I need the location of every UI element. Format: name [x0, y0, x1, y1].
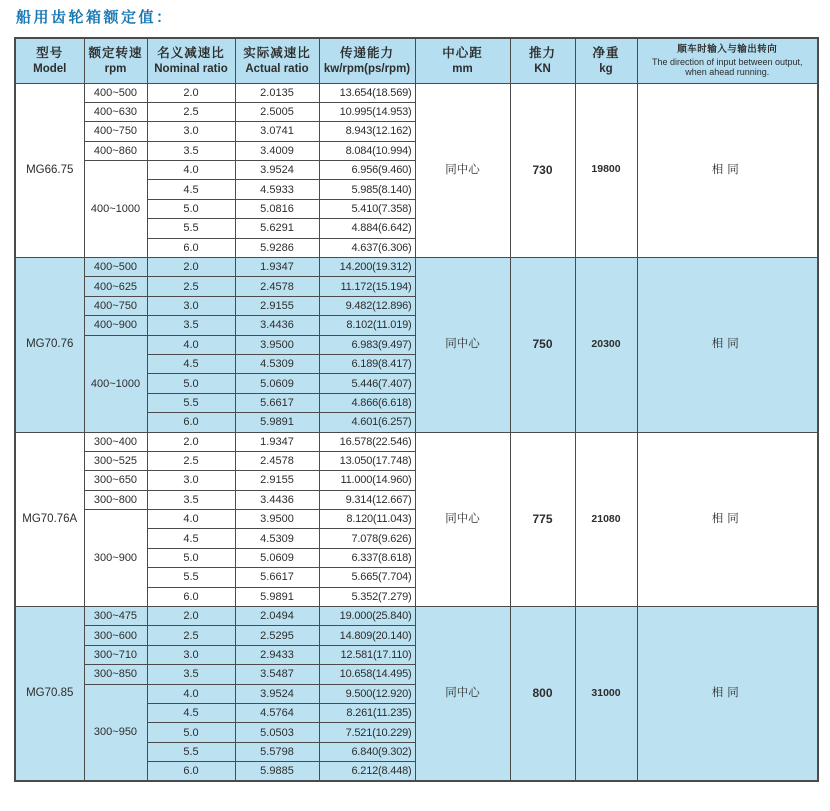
nominal-ratio-cell: 3.0: [147, 471, 235, 490]
capacity-cell: 6.189(8.417): [319, 354, 415, 373]
col-header-center-distance: [415, 38, 510, 83]
nominal-ratio-cell: 6.0: [147, 413, 235, 432]
col-header-capacity: [319, 38, 415, 83]
capacity-cell: 9.314(12.667): [319, 490, 415, 509]
actual-ratio-cell: 5.0503: [235, 723, 319, 742]
col-header-net-weight-zh: 净重: [592, 46, 620, 61]
capacity-cell: 9.500(12.920): [319, 684, 415, 703]
nominal-ratio-cell: 5.5: [147, 219, 235, 238]
rated-speed-cell: 300~650: [84, 471, 147, 490]
rated-speed-cell: 400~625: [84, 277, 147, 296]
model-cell: MG66.75: [15, 83, 84, 258]
rated-speed-cell: 400~860: [84, 141, 147, 160]
center-distance-cell: 同中心: [415, 432, 510, 607]
capacity-cell: 6.337(8.618): [319, 548, 415, 567]
col-header-capacity-zh: 传递能力: [339, 46, 394, 61]
nominal-ratio-cell: 4.0: [147, 510, 235, 529]
table-row: [15, 83, 818, 102]
actual-ratio-cell: 4.5309: [235, 354, 319, 373]
col-header-rated-speed-zh: 额定转速: [88, 46, 143, 61]
col-header-model-en: Model: [33, 63, 67, 75]
col-header-actual-ratio: [235, 38, 319, 83]
capacity-cell: 11.000(14.960): [319, 471, 415, 490]
col-header-thrust-en: KN: [534, 63, 551, 75]
col-header-center-distance-en: mm: [452, 63, 473, 75]
col-header-nominal-ratio-zh: 名义减速比: [157, 46, 225, 61]
rated-speed-merged-cell: 400~1000: [84, 161, 147, 258]
actual-ratio-cell: 2.9155: [235, 471, 319, 490]
rated-speed-cell: 300~400: [84, 432, 147, 451]
capacity-cell: 6.956(9.460): [319, 161, 415, 180]
capacity-cell: 11.172(15.194): [319, 277, 415, 296]
rated-speed-merged-cell: 300~950: [84, 684, 147, 781]
actual-ratio-cell: 2.5295: [235, 626, 319, 645]
model-cell: MG70.85: [15, 607, 84, 782]
nominal-ratio-cell: 3.0: [147, 296, 235, 315]
capacity-cell: 16.578(22.546): [319, 432, 415, 451]
col-header-actual-ratio-en: Actual ratio: [245, 63, 309, 75]
col-header-net-weight: [575, 38, 637, 83]
nominal-ratio-cell: 4.5: [147, 180, 235, 199]
actual-ratio-cell: 2.9155: [235, 296, 319, 315]
capacity-cell: 14.809(20.140): [319, 626, 415, 645]
nominal-ratio-cell: 4.5: [147, 354, 235, 373]
col-header-direction-zh: 顺车时输入与输出转向: [677, 44, 778, 55]
capacity-cell: 6.212(8.448): [319, 762, 415, 781]
nominal-ratio-cell: 6.0: [147, 762, 235, 781]
actual-ratio-cell: 5.0816: [235, 199, 319, 218]
nominal-ratio-cell: 5.0: [147, 548, 235, 567]
actual-ratio-cell: 5.6617: [235, 393, 319, 412]
nominal-ratio-cell: 3.0: [147, 122, 235, 141]
capacity-cell: 6.840(9.302): [319, 742, 415, 761]
nominal-ratio-cell: 4.5: [147, 704, 235, 723]
col-header-actual-ratio-zh: 实际减速比: [243, 46, 311, 61]
center-distance-cell: 同中心: [415, 258, 510, 433]
col-header-thrust-zh: 推力: [528, 46, 556, 61]
capacity-cell: 5.410(7.358): [319, 199, 415, 218]
capacity-cell: 7.521(10.229): [319, 723, 415, 742]
rated-speed-cell: 400~750: [84, 296, 147, 315]
col-header-nominal-ratio: [147, 38, 235, 83]
page-title: 船用齿轮箱额定值：: [16, 9, 174, 26]
rated-speed-cell: 300~600: [84, 626, 147, 645]
net-weight-cell: 21080: [575, 432, 637, 607]
actual-ratio-cell: 5.6617: [235, 568, 319, 587]
actual-ratio-cell: 4.5309: [235, 529, 319, 548]
capacity-cell: 4.866(6.618): [319, 393, 415, 412]
capacity-cell: 8.084(10.994): [319, 141, 415, 160]
actual-ratio-cell: 2.0494: [235, 607, 319, 626]
nominal-ratio-cell: 3.5: [147, 665, 235, 684]
actual-ratio-cell: 1.9347: [235, 258, 319, 277]
col-header-net-weight-en: kg: [599, 63, 613, 75]
direction-cell: 相同: [637, 258, 818, 433]
actual-ratio-cell: 5.9286: [235, 238, 319, 257]
table-row: [15, 432, 818, 451]
actual-ratio-cell: 4.5764: [235, 704, 319, 723]
actual-ratio-cell: 2.4578: [235, 277, 319, 296]
actual-ratio-cell: 1.9347: [235, 432, 319, 451]
actual-ratio-cell: 3.9524: [235, 161, 319, 180]
capacity-cell: 4.637(6.306): [319, 238, 415, 257]
nominal-ratio-cell: 5.5: [147, 568, 235, 587]
nominal-ratio-cell: 2.5: [147, 277, 235, 296]
net-weight-cell: 20300: [575, 258, 637, 433]
actual-ratio-cell: 3.9524: [235, 684, 319, 703]
nominal-ratio-cell: 4.0: [147, 161, 235, 180]
nominal-ratio-cell: 2.5: [147, 102, 235, 121]
nominal-ratio-cell: 4.0: [147, 335, 235, 354]
capacity-cell: 8.943(12.162): [319, 122, 415, 141]
actual-ratio-cell: 3.9500: [235, 335, 319, 354]
col-header-rated-speed: [84, 38, 147, 83]
table-row: [15, 258, 818, 277]
rated-speed-cell: 300~850: [84, 665, 147, 684]
capacity-cell: 10.995(14.953): [319, 102, 415, 121]
rated-speed-cell: 400~500: [84, 83, 147, 102]
actual-ratio-cell: 5.9891: [235, 413, 319, 432]
capacity-cell: 8.102(11.019): [319, 316, 415, 335]
table-row: [15, 607, 818, 626]
nominal-ratio-cell: 6.0: [147, 587, 235, 606]
nominal-ratio-cell: 2.0: [147, 607, 235, 626]
nominal-ratio-cell: 3.0: [147, 645, 235, 664]
nominal-ratio-cell: 2.5: [147, 451, 235, 470]
rated-speed-cell: 400~750: [84, 122, 147, 141]
rated-speed-cell: 300~475: [84, 607, 147, 626]
rated-speed-cell: 400~630: [84, 102, 147, 121]
nominal-ratio-cell: 5.5: [147, 393, 235, 412]
actual-ratio-cell: 5.0609: [235, 374, 319, 393]
actual-ratio-cell: 5.9885: [235, 762, 319, 781]
actual-ratio-cell: 2.0135: [235, 83, 319, 102]
nominal-ratio-cell: 3.5: [147, 490, 235, 509]
net-weight-cell: 31000: [575, 607, 637, 782]
rated-speed-cell: 400~900: [84, 316, 147, 335]
thrust-cell: 775: [510, 432, 575, 607]
actual-ratio-cell: 2.9433: [235, 645, 319, 664]
capacity-cell: 8.120(11.043): [319, 510, 415, 529]
nominal-ratio-cell: 5.0: [147, 723, 235, 742]
nominal-ratio-cell: 5.0: [147, 199, 235, 218]
capacity-cell: 5.352(7.279): [319, 587, 415, 606]
capacity-cell: 7.078(9.626): [319, 529, 415, 548]
capacity-cell: 9.482(12.896): [319, 296, 415, 315]
nominal-ratio-cell: 3.5: [147, 316, 235, 335]
table-body: [15, 83, 818, 781]
rated-speed-cell: 300~525: [84, 451, 147, 470]
nominal-ratio-cell: 2.0: [147, 258, 235, 277]
nominal-ratio-cell: 2.5: [147, 626, 235, 645]
net-weight-cell: 19800: [575, 83, 637, 258]
capacity-cell: 13.654(18.569): [319, 83, 415, 102]
table-header: [15, 38, 818, 83]
center-distance-cell: 同中心: [415, 607, 510, 782]
nominal-ratio-cell: 2.0: [147, 83, 235, 102]
actual-ratio-cell: 3.0741: [235, 122, 319, 141]
capacity-cell: 4.601(6.257): [319, 413, 415, 432]
capacity-cell: 5.665(7.704): [319, 568, 415, 587]
col-header-capacity-en: kw/rpm(ps/rpm): [323, 63, 411, 75]
nominal-ratio-cell: 5.5: [147, 742, 235, 761]
nominal-ratio-cell: 2.0: [147, 432, 235, 451]
capacity-cell: 12.581(17.110): [319, 645, 415, 664]
col-header-model-zh: 型号: [36, 46, 64, 61]
rated-speed-merged-cell: 300~900: [84, 510, 147, 607]
rated-speed-cell: 300~710: [84, 645, 147, 664]
capacity-cell: 8.261(11.235): [319, 704, 415, 723]
actual-ratio-cell: 2.5005: [235, 102, 319, 121]
actual-ratio-cell: 3.5487: [235, 665, 319, 684]
capacity-cell: 10.658(14.495): [319, 665, 415, 684]
col-header-nominal-ratio-en: Nominal ratio: [154, 63, 228, 75]
capacity-cell: 5.446(7.407): [319, 374, 415, 393]
thrust-cell: 730: [510, 83, 575, 258]
gearbox-rating-table: [14, 37, 819, 782]
col-header-direction: [637, 38, 818, 83]
actual-ratio-cell: 5.6291: [235, 219, 319, 238]
thrust-cell: 750: [510, 258, 575, 433]
col-header-model: [15, 38, 84, 83]
direction-cell: 相同: [637, 432, 818, 607]
capacity-cell: 14.200(19.312): [319, 258, 415, 277]
model-cell: MG70.76A: [15, 432, 84, 607]
actual-ratio-cell: 5.0609: [235, 548, 319, 567]
col-header-thrust: [510, 38, 575, 83]
direction-cell: 相同: [637, 607, 818, 782]
rated-speed-cell: 400~500: [84, 258, 147, 277]
col-header-rated-speed-en: rpm: [104, 63, 127, 75]
thrust-cell: 800: [510, 607, 575, 782]
nominal-ratio-cell: 4.5: [147, 529, 235, 548]
actual-ratio-cell: 3.4436: [235, 490, 319, 509]
center-distance-cell: 同中心: [415, 83, 510, 258]
col-header-direction-en: The direction of input between output, when ahead running.: [651, 56, 803, 78]
direction-cell: 相同: [637, 83, 818, 258]
nominal-ratio-cell: 6.0: [147, 238, 235, 257]
actual-ratio-cell: 4.5933: [235, 180, 319, 199]
rated-speed-merged-cell: 400~1000: [84, 335, 147, 432]
capacity-cell: 13.050(17.748): [319, 451, 415, 470]
capacity-cell: 4.884(6.642): [319, 219, 415, 238]
actual-ratio-cell: 3.4009: [235, 141, 319, 160]
capacity-cell: 6.983(9.497): [319, 335, 415, 354]
capacity-cell: 19.000(25.840): [319, 607, 415, 626]
capacity-cell: 5.985(8.140): [319, 180, 415, 199]
nominal-ratio-cell: 5.0: [147, 374, 235, 393]
rated-speed-cell: 300~800: [84, 490, 147, 509]
actual-ratio-cell: 5.9891: [235, 587, 319, 606]
actual-ratio-cell: 5.5798: [235, 742, 319, 761]
nominal-ratio-cell: 4.0: [147, 684, 235, 703]
model-cell: MG70.76: [15, 258, 84, 433]
actual-ratio-cell: 3.4436: [235, 316, 319, 335]
nominal-ratio-cell: 3.5: [147, 141, 235, 160]
actual-ratio-cell: 2.4578: [235, 451, 319, 470]
col-header-center-distance-zh: 中心距: [442, 46, 483, 61]
actual-ratio-cell: 3.9500: [235, 510, 319, 529]
